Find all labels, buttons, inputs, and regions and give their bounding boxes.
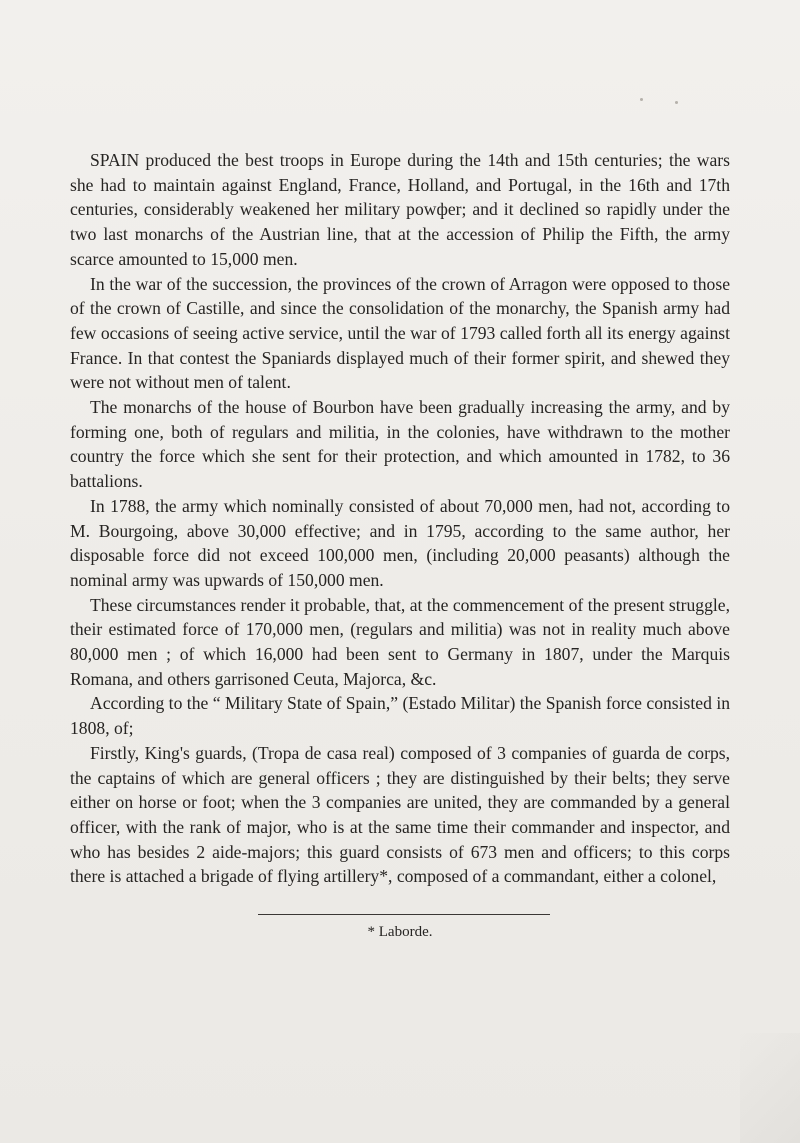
paragraph-kings-guards: Firstly, King's guards, (Tropa de casa real) composed of 3 companies of guarda de corps, the captains of which are general officers ; they are distinguished by their belts; they serve either on horse or foot; when the 3 companies are united, they are commanded by a general officer, with the rank of major, who is at the same time their commander and inspector, and who has besides 2 aide-majors; this guard consists of 673 men and officers; to this corps there is attached a brigade of flying artillery*, composed of a commandant, either a colonel, — [70, 742, 730, 887]
body-text — [70, 148, 730, 889]
paragraph-1788: In 1788, the army which nominally consisted of about 70,000 men, had not, according to M. Bourgoing, above 30,000 effective; and in 1795, according to the same author, her disposable force did not exceed 100,000 men, (including 20,000 peasants) although the nominal army was upwards of 150,000 men. — [70, 495, 730, 590]
paragraph-bourbon: The monarchs of the house of Bourbon have been gradually increasing the army, and by forming one, both of regulars and militia, in the colonies, have withdrawn to the mother country the force which she sent for their protection, and which amounted in 1782, to 36 battalions. — [70, 397, 730, 492]
page-edge-shading — [740, 1033, 800, 1143]
paragraph-spain: SPAIN produced the best troops in Europe during the 14th and 15th centuries; the wars she had to maintain against England, France, Holland, and Portugal, in the 16th and 17th centuries, considerably weakened her military powфer; and it declined so rapidly under the two last monarchs of the Austrian line, that at the accession of Philip the Fifth, the army scarce amounted to 15,000 men. — [70, 150, 730, 269]
paragraph-succession: In the war of the succession, the provinces of the crown of Arragon were opposed to those of the crown of Castille, and since the consolidation of the monarchy, the Spanish army had few occasions of seeing active service, until the war of 1793 called forth all its energy against France. In that contest the Spaniards displayed much of their former spirit, and shewed they were not without men of talent. — [70, 273, 730, 393]
footnote: * Laborde. — [367, 924, 433, 940]
paper-speck — [640, 98, 643, 101]
footnote-rule — [258, 914, 550, 915]
paper-speck — [675, 101, 678, 104]
paragraph-circumstances: These circumstances render it probable, that, at the commencement of the present struggle, their estimated force of 170,000 men, (regulars and militia) was not in reality much above 80,000 men ; of which 16,000 had been sent to Germany in 1807, under the Marquis Romana, and others garrisoned Ceuta, Majorca, &c. — [70, 594, 730, 689]
paragraph-military-state: According to the “ Military State of Spain,” (Estado Militar) the Spanish force consisted in 1808, of; — [70, 693, 730, 739]
